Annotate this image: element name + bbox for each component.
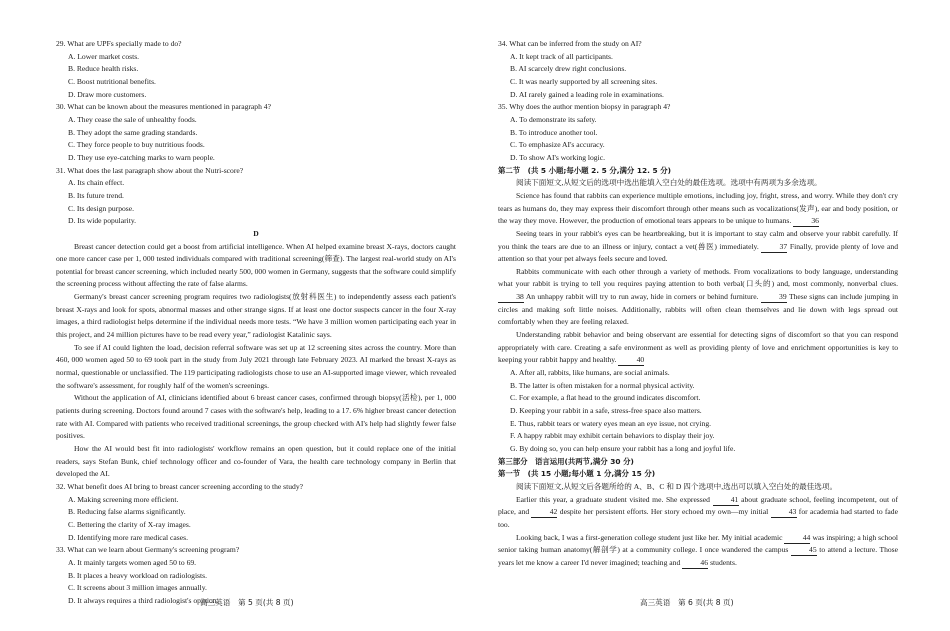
option: A. They cease the sale of unhealthy foods. xyxy=(68,114,197,124)
paragraph-text: Seeing tears in your rabbit's eyes can be heartbreaking, but it is important to stay calm and observe your rabbit carefully. If you think the tears are due to an illness or injury, contact a vet(兽医) immediately. xyxy=(498,228,898,251)
paragraph-text: Understanding rabbit behavior and being observant are essential for detecting signs of discomfort so that you can respond appropriately with care. Creating a safe environment as well as providing plenty of love and enrichment opportunities is key to keeping your rabbit happy and healthy. xyxy=(498,330,898,365)
choice-d: D. Keeping your rabbit in a safe, stress-free space also matters. xyxy=(510,406,702,416)
question-29-options xyxy=(56,51,456,102)
blank-39: 39 xyxy=(761,292,787,303)
option: A. Lower market costs. xyxy=(68,51,140,61)
option: C. It was nearly supported by all screening sites. xyxy=(510,76,658,86)
passage-d-paragraph-4: Without the application of AI, clinicians identified about 6 breast cancer cases, confirmed through biopsy(活检), per 1, 000 patients during screening. Doctors found around 7 cases with the software's help, leading to a 17. 6% higher breast cancer detection rate with AI. Compared with patients who received traditional screenings, the group checked with AI's help had slightly fewer false positives. xyxy=(56,393,456,441)
option: B. Its future trend. xyxy=(68,190,124,200)
option: C. It screens about 3 million images annually. xyxy=(68,583,207,593)
option: A. Its chain effect. xyxy=(68,178,125,188)
choice-b: B. The latter is often mistaken for a normal physical activity. xyxy=(510,380,695,390)
option: B. They adopt the same grading standards. xyxy=(68,127,198,137)
paragraph-text: These signs can include jumping in circles and making soft little noises. Additionally, rabbits will often clean themselves and lie down with legs spread out comfortably when they are feeling relaxed. xyxy=(498,292,898,327)
paragraph-text: to attend a lecture. Those years let me know a career I'd never imagined; teaching and xyxy=(498,545,899,567)
section-d-heading: D xyxy=(253,228,259,238)
passage-d-paragraph-2: Germany's breast cancer screening program requires two radiologists(放射科医生) to independently assess each patient's breast X-rays and look for spots, abnormal masses and other strange signs. If at least one doctor suspects cancer in the four X-ray images, a third radiologist helps determine if the individual needs more tests. “We have 3 million women participating each year in this project, and 24 million pictures have to be read every year,” radiologist Katalinic says. xyxy=(56,292,456,340)
option: D. Its wide popularity. xyxy=(68,216,137,226)
paragraph-text: Science has found that rabbits can experience multiple emotions, including joy, fright, stress, and worry. While they don't cry tears as humans do, they may express their discomfort through other means such as vocalizations(发声), ear and body position, or the way they move. However, the production of emotional tears appears to be unique to humans. xyxy=(498,190,898,226)
option: A. It mainly targets women aged 50 to 69. xyxy=(68,557,197,567)
choice-c: C. For example, a flat head to the ground indicates discomfort. xyxy=(510,393,701,403)
rabbit-paragraph-2 xyxy=(498,228,898,266)
paragraph-text: Earlier this year, a graduate student visited me. She expressed xyxy=(516,494,710,504)
option: B. Reduce health risks. xyxy=(68,64,139,74)
choice-f: F. A happy rabbit may exhibit certain behaviors to display their joy. xyxy=(510,431,715,441)
passage-d-paragraph-5: How the AI would best fit into radiologists' workflow remains an open question, but it could replace one of the initial readers, says Stefan Bunk, chief technology officer and co-founder of Vara, the health care technology company in Berlin that developed the AI. xyxy=(56,444,456,479)
question-34-stem: 34. What can be inferred from the study on AI? xyxy=(498,39,642,48)
option: B. Reducing false alarms significantly. xyxy=(68,507,186,517)
question-30-stem: 30. What can be known about the measures mentioned in paragraph 4? xyxy=(56,102,271,112)
option: B. AI scarcely drew right conclusions. xyxy=(510,64,627,74)
paragraph-text: Looking back, I was a first-generation college student just like her. My initial academic xyxy=(516,532,783,542)
question-33-stem: 33. What can we learn about Germany's screening program? xyxy=(56,545,240,555)
option: D. It always requires a third radiologist's opinion. xyxy=(68,595,219,605)
choice-a: A. After all, rabbits, like humans, are social animals. xyxy=(510,368,670,378)
option: C. They force people to buy nutritious foods. xyxy=(68,140,205,150)
question-32-options xyxy=(56,494,456,545)
question-35-options xyxy=(498,114,898,165)
paragraph-text: despite her persistent efforts. Her story echoed my own—my initial xyxy=(559,507,769,517)
passage-d-paragraph-3: To see if AI could lighten the load, decision referral software was set up at 12 screening sites across the country. More than 460, 000 women aged 50 to 69 took part in the study from July 2021 through late February 2023. AI marked the breast X-rays as normal, questionable or unclassified. The 119 participating radiologists chose to use an AI-supported image viewer, which revealed the software's assessment, for roughly half of the women's screenings. xyxy=(56,342,456,390)
part-3-instructions: 阅读下面短文,从短文后各题所给的 A、B、C 和 D 四个选项中,选出可以填入空白处的最佳选项。 xyxy=(516,481,838,491)
option: C. Its design purpose. xyxy=(68,203,135,213)
question-30-options xyxy=(56,114,456,165)
blank-37: 37 xyxy=(761,242,787,253)
option: A. It kept track of all participants. xyxy=(510,51,613,61)
paragraph-text: students. xyxy=(710,557,737,567)
section-2-title: 第二节 (共 5 小题;每小题 2. 5 分,满分 12. 5 分) xyxy=(498,165,672,175)
paragraph-text: for academia had started to fade too. xyxy=(498,507,898,529)
option: D. They use eye-catching marks to warn people. xyxy=(68,152,215,162)
blank-36: 36 xyxy=(793,216,819,227)
right-column xyxy=(498,38,898,570)
option: A. Making screening more efficient. xyxy=(68,494,179,504)
section-2-instructions: 阅读下面短文,从短文后的选项中选出能填入空白处的最佳选项。选项中有两项为多余选项。 xyxy=(516,178,822,188)
part-3-section-1: 第一节 (共 15 小题;每小题 1 分,满分 15 分) xyxy=(498,469,656,479)
passage-d-paragraph-1: Breast cancer detection could get a boost from artificial intelligence. When AI helped examine breast X-rays, doctors caught one more cancer case per 1, 000 tested individuals compared with traditional screening(筛查). The largest real-world study on AI's potential for breast cancer screening, which included nearly 500, 000 women in Germany, suggests that the software could simplify the screening process without affecting the rate of false alarms. xyxy=(56,241,456,289)
option: A. To demonstrate its safety. xyxy=(510,114,597,124)
blank-40: 40 xyxy=(618,355,644,366)
blank-45: 45 xyxy=(791,545,817,556)
page-footer-right: 高三英语 第 6 页(共 8 页) xyxy=(640,598,734,607)
choice-e: E. Thus, rabbit tears or watery eyes mean an eye issue, not crying. xyxy=(510,418,712,428)
blank-38: 38 xyxy=(498,292,524,303)
paragraph-text: Finally, provide plenty of love and attention so that your pet always feels secure and loved. xyxy=(498,241,898,264)
blank-43: 43 xyxy=(771,507,797,518)
choice-g: G. By doing so, you can help ensure your rabbit has a long and joyful life. xyxy=(510,444,736,453)
option: D. Draw more customers. xyxy=(68,89,147,99)
paragraph-text: Rabbits communicate with each other through a variety of methods. From vocalizations to body language, understanding what your rabbit is trying to tell you requires paying attention to both verbal(口头的) and, most commonly, nonverbal clues. xyxy=(498,266,898,289)
option: C. To emphasize AI's accuracy. xyxy=(510,140,605,150)
blank-44: 44 xyxy=(784,533,810,544)
paragraph-text: about graduate school, feeling incompetent, out of place, and xyxy=(498,494,898,517)
option: B. To introduce another tool. xyxy=(510,127,598,137)
rabbit-paragraph-3 xyxy=(498,266,898,329)
option: B. It places a heavy workload on radiologists. xyxy=(68,570,207,580)
cloze-paragraph-1 xyxy=(498,494,898,532)
option: C. Bettering the clarity of X-ray images. xyxy=(68,519,191,529)
page-footer-left: 高三英语 第 5 页(共 8 页) xyxy=(200,598,294,607)
option: D. AI rarely gained a leading role in examinations. xyxy=(510,89,664,99)
option: C. Boost nutritional benefits. xyxy=(68,76,156,86)
left-column xyxy=(56,38,456,608)
blank-42: 42 xyxy=(531,507,557,518)
question-32-stem: 32. What benefit does AI bring to breast cancer screening according to the study? xyxy=(56,481,303,491)
option: D. Identifying more rare medical cases. xyxy=(68,532,188,542)
question-31-options xyxy=(56,177,456,228)
cloze-paragraph-2 xyxy=(498,532,898,570)
blank-46: 46 xyxy=(682,558,708,569)
choice-list xyxy=(498,367,898,456)
paragraph-text: was inspiring; a high school senior taking human anatomy(解剖学) at a community college. I once wandered the campus xyxy=(498,532,898,555)
question-34-options xyxy=(498,51,898,102)
rabbit-paragraph-4 xyxy=(498,329,898,367)
question-29-stem: 29. What are UPFs specially made to do? xyxy=(56,39,182,48)
question-35-stem: 35. Why does the author mention biopsy in paragraph 4? xyxy=(498,102,671,112)
rabbit-paragraph-1 xyxy=(498,190,898,228)
part-3-title: 第三部分 语言运用(共两节,满分 30 分) xyxy=(498,456,634,466)
option: D. To show AI's working logic. xyxy=(510,152,605,162)
question-31-stem: 31. What does the last paragraph show about the Nutri-score? xyxy=(56,165,244,175)
blank-41: 41 xyxy=(713,495,739,506)
paragraph-text: An unhappy rabbit will try to run away, hide in corners or behind furniture. xyxy=(525,292,759,302)
